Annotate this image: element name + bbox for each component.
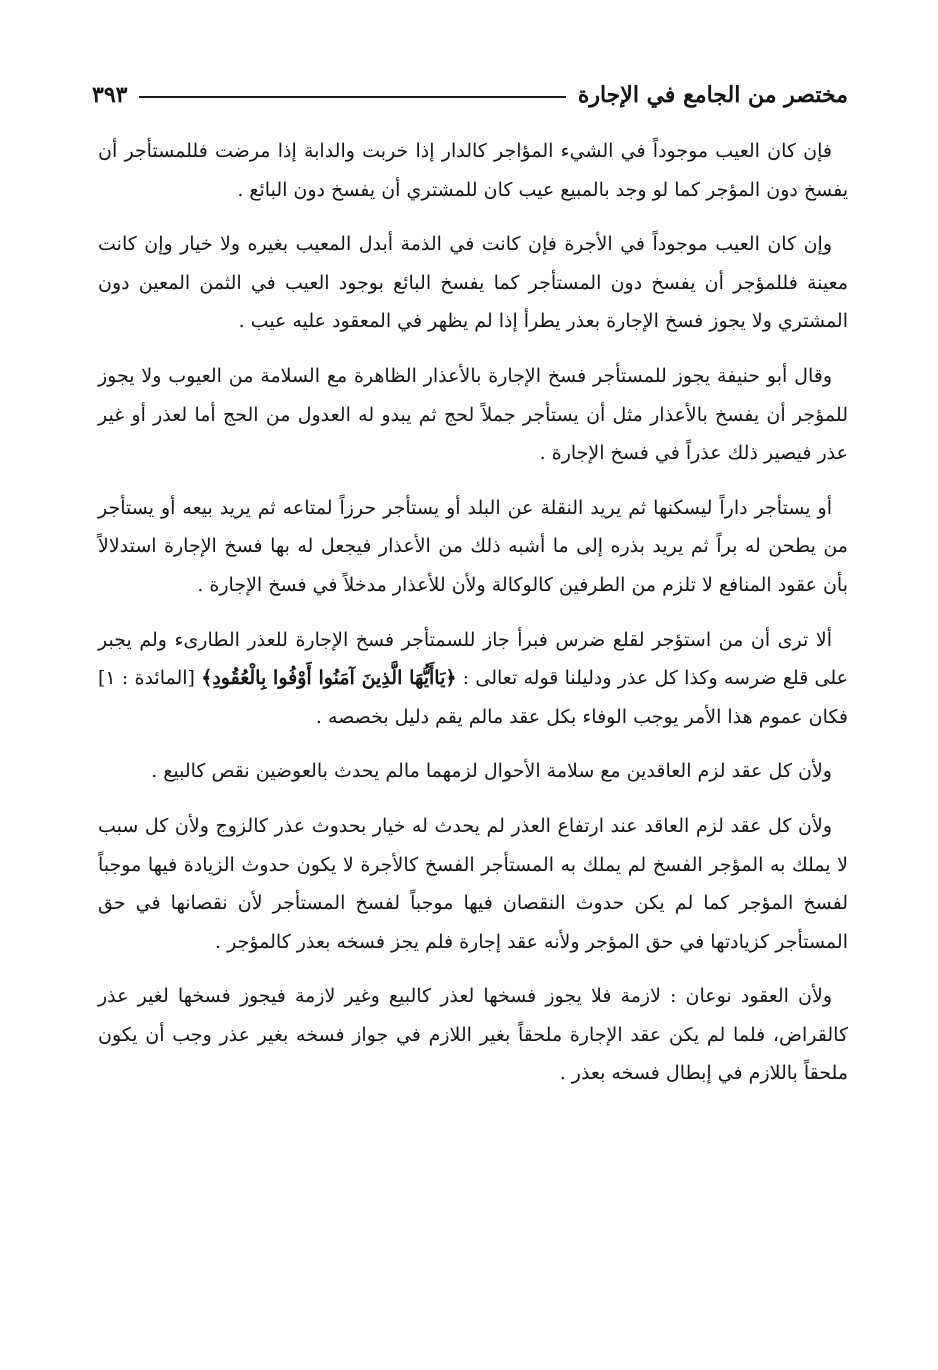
quran-verse: ﴿يَاأَيُّهَا الَّذِينَ آمَنُوا أَوْفُوا بِالْعُقُودِ﴾ [201, 667, 457, 690]
paragraph-4: أو يستأجر داراً ليسكنها ثم يريد النقلة عن البلد أو يستأجر حرزاً لمتاعه ثم يريد بيعه أو يستأجر من يطحن له براً ثم يريد بذره إلى ما أشبه ذلك من الأعذار فيجعل له بها فسخ الإجارة استدلالاً بأن عقود المنافع لا تلزم من الطرفين كالوكالة ولأن للأعذار مدخلاً في فسخ الإجارة . [98, 496, 848, 596]
quran-paragraph-before: ألا ترى أن من استؤجر لقلع ضرس فبرأ جاز للسمتأجر فسخ الإجارة للعذر الطارىء ولم يجبر على قلع ضرسه وكذا كل عذر ودليلنا قوله تعالى : [98, 628, 848, 690]
page-body [98, 132, 848, 1109]
header-rule [139, 96, 565, 98]
quran-paragraph-after: فكان عموم هذا الأمر يوجب الوفاء بكل عقد مالم يقم دليل بخصصه . [315, 705, 848, 728]
header-title: مختصر من الجامع في الإجارة [577, 82, 848, 108]
page-number: ٣٩٣ [92, 82, 128, 108]
paragraph-8: ولأن العقود نوعان : لازمة فلا يجوز فسخها لعذر كالبيع وغير لازمة فيجوز فسخها لغير عذر كالقراض، فلما لم يكن عقد الإجارة ملحقاً بغير اللازم في جواز فسخه بغير عذر وجب أن يكون ملحقاً باللازم في إبطال فسخه بعذر . [98, 985, 848, 1085]
paragraph-7: ولأن كل عقد لزم العاقد عند ارتفاع العذر لم يحدث له خيار بحدوث عذر كالزوج ولأن كل سبب لا يملك به المؤجر الفسخ لم يملك به المستأجر الفسخ كالأجرة لا يكون حدوث الزيادة فيها موجباً لفسخ المؤجر كما لم يكن حدوث النقصان فيها موجباً لفسخ المستأجر لأن نقصانها في حق المستأجر كزيادتها في حق المؤجر ولأنه عقد إجارة فلم يجز فسخه بعذر كالمؤجر . [98, 814, 848, 953]
paragraph-6: ولأن كل عقد لزم العاقدين مع سلامة الأحوال لزمهما مالم يحدث بالعوضين نقص كالبيع . [151, 760, 832, 783]
paragraph-3: وقال أبو حنيفة يجوز للمستأجر فسخ الإجارة بالأعذار الظاهرة مع السلامة من العيوب ولا يجوز للمؤجر أن يفسخ بالأعذار مثل أن يستأجر جملاً لحج ثم يبدو له العدول من الحج أما لعذر أو غير عذر فيصير ذلك عذراً في فسخ الإجارة . [98, 364, 848, 465]
running-header [92, 78, 848, 112]
paragraph-2: وإن كان العيب موجوداً في الأجرة فإن كانت في الذمة أبدل المعيب بغيره ولا خيار وإن كانت معينة فللمؤجر أن يفسخ دون المستأجر كما يفسخ البائع بوجود العيب في الثمن المعين دون المشتري ولا يجوز فسخ الإجارة بعذر يطرأ إذا لم يظهر في المعقود عليه عيب . [98, 233, 848, 333]
paragraph-1: فإن كان العيب موجوداً في الشيء المؤاجر كالدار إذا خربت والدابة إذا مرضت فللمستأجر أن يفسخ دون المؤجر كما لو وجد بالمبيع عيب كان للمشتري أن يفسخ دون البائع . [98, 140, 848, 201]
quran-reference: [المائدة : ١] [98, 667, 202, 690]
paragraph-5-quran [98, 621, 848, 737]
